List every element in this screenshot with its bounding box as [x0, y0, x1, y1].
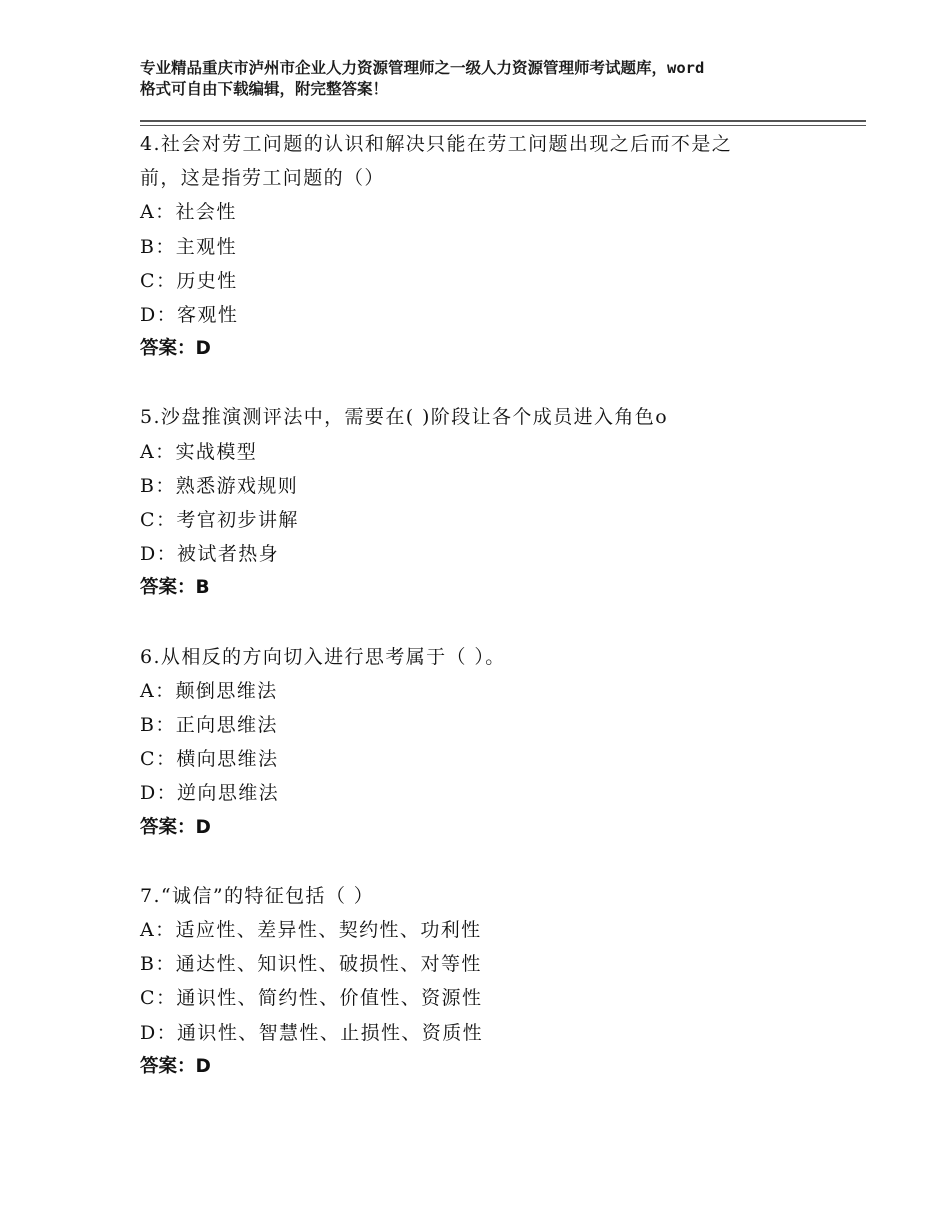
question-stem: 4.社会对劳工问题的认识和解决只能在劳工问题出现之后而不是之: [140, 133, 733, 155]
option-c: C：通识性、简约性、价值性、资源性: [140, 987, 483, 1010]
header-line-1: 专业精品重庆市泸州市企业人力资源管理师之一级人力资源管理师考试题库，word: [140, 59, 705, 77]
option-d: D：被试者热身: [140, 543, 280, 566]
answer-label: 答案：D: [140, 1055, 211, 1077]
header-line-2: 格式可自由下载编辑，附完整答案！: [140, 80, 389, 98]
option-b: B：熟悉游戏规则: [140, 474, 299, 497]
answer-label: 答案：B: [140, 577, 210, 599]
question-4: [140, 127, 840, 366]
question-6: [140, 640, 840, 845]
option-a: A：颠倒思维法: [140, 679, 278, 702]
question-5: [140, 400, 840, 605]
question-stem: 5.沙盘推演测评法中，需要在( )阶段让各个成员进入角色o: [140, 406, 669, 429]
header-divider-thin: [140, 125, 866, 126]
header-divider-thick: [140, 120, 866, 122]
option-d: D：客观性: [140, 304, 239, 327]
option-d: D：通识性、智慧性、止损性、资质性: [140, 1021, 484, 1044]
option-b: B：正向思维法: [140, 714, 278, 737]
question-stem: 前，这是指劳工问题的（）: [140, 167, 385, 190]
option-c: C：考官初步讲解: [140, 509, 299, 532]
option-a: A：实战模型: [140, 440, 258, 463]
answer-label: 答案：D: [140, 816, 211, 838]
option-a: A：适应性、差异性、契约性、功利性: [140, 919, 482, 942]
option-b: B：通达性、知识性、破损性、对等性: [140, 953, 482, 976]
option-c: C：历史性: [140, 269, 238, 292]
question-stem: 6.从相反的方向切入进行思考属于（ ）。: [140, 645, 506, 668]
question-stem: 7.“诚信”的特征包括（ ）: [140, 884, 375, 907]
option-d: D：逆向思维法: [140, 782, 280, 805]
option-b: B：主观性: [140, 235, 237, 258]
answer-label: 答案：D: [140, 338, 211, 360]
option-a: A：社会性: [140, 201, 237, 224]
question-7: [140, 879, 840, 1084]
option-c: C：横向思维法: [140, 748, 279, 771]
question-list: [140, 127, 840, 1118]
document-header: [140, 58, 830, 100]
